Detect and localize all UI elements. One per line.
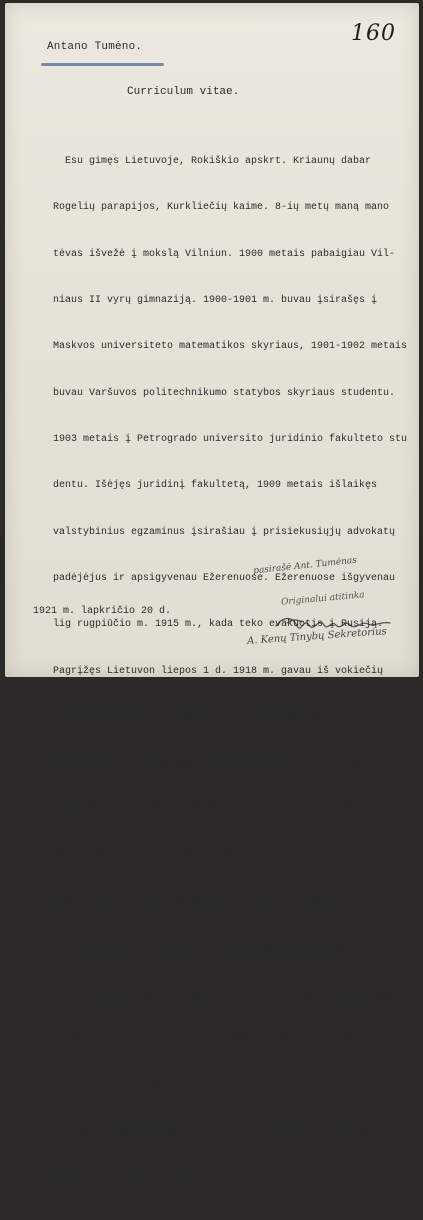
body-line: nuose lietuvių gimnazijos vedėju. Perėjus bolševikų au-	[35, 897, 384, 909]
body-line: Seimo narius. Būdamas Steigiamojo Seimo nariu įstojau į	[35, 1036, 384, 1048]
body-line: drai 1919-1920 m. tarnavau Teisingumo Ministerijoje, Kalė-	[35, 943, 402, 955]
body-line: Esu gimęs Lietuvoje, Rokiškio apskrt. Kriaunų dabar	[35, 155, 372, 167]
document-title: Curriculum vitae.	[127, 86, 240, 98]
body-line: jimų Departamento Direktorium lig išrinkimo į Steigiamojo	[35, 990, 396, 1002]
body-line: lig rugpiūčio m. 1915 m., kada teko evakuotis į Rusiją.	[35, 619, 384, 631]
body-line: Maskvos universiteto matematikos skyriaus, 1901-1902 metais	[35, 341, 408, 353]
document-date: 1921 m. lapkričio 20 d.	[33, 606, 172, 617]
body-line: 1903 metais į Petrogrado universito juridinio fakulteto stu	[35, 433, 408, 445]
handwritten-signature-note: pasirašė Ant. Tumėnas	[252, 555, 358, 577]
handwritten-certification: A. Kenų Tinybų Sekretorius	[246, 626, 388, 647]
body-line: valstybinius egzaminus įsirašiau į prisiekusiųjų advokatų	[35, 526, 396, 538]
body-line: Rokiškio apskričiai. Užėjus Bolševikams pasilikau Ežerė-	[35, 851, 390, 863]
cv-body	[35, 123, 407, 1220]
body-line: singumo Ministerio P. Leono pirmas paskirtas Taikos Teisėju	[35, 804, 408, 816]
page-number: 160	[351, 21, 396, 46]
body-line: Rogelių parapijos, Kurkliečių kaime. 8-ių metų maną mano	[35, 202, 390, 214]
handwritten-verification-note: Originalui atitinka	[280, 590, 366, 608]
body-line: niaus II vyrų gimnaziją. 1900-1901 m. buvau įsirašęs į	[35, 294, 378, 306]
body-line: Liuosu nuo privalomųjų darbų laiku užsiėmu Lietuvos	[35, 1129, 372, 1141]
body-line: tėvas išvežė į mokslą Vilniun. 1900 metais pabaigiau Vil-	[35, 248, 396, 260]
body-line: statutų ir Civilinė teisė.	[35, 1175, 210, 1187]
body-line: padėjėjus ir apsigyvenau Ežerenuose. Ežerenuose išgyvenau	[35, 573, 396, 584]
body-line: prisiekusiųjų advokatų skaičių.	[35, 1082, 240, 1094]
body-line: Rechtsanvalta. Gruodžio 7 dieną buvau pirmu Lietuvos Tei-	[35, 758, 396, 770]
body-line: dentu. Išėjęs juridinį fakultetą, 1909 metais išlaikęs	[35, 480, 378, 492]
author-name: Antano Tumėno.	[47, 41, 143, 53]
body-line: Pagrįžęs Lietuvon liepos 1 d. 1918 m. gavau iš vokiečių	[35, 665, 384, 677]
author-underline	[41, 63, 164, 66]
document-sheet	[5, 3, 419, 1187]
body-line: leidimą užsiimti advokatura ir lig gruodžio 7 d. buvau	[35, 712, 390, 724]
body-line: buvau Varšuvos politechnikumo statybos skyriaus studentu.	[35, 387, 396, 399]
